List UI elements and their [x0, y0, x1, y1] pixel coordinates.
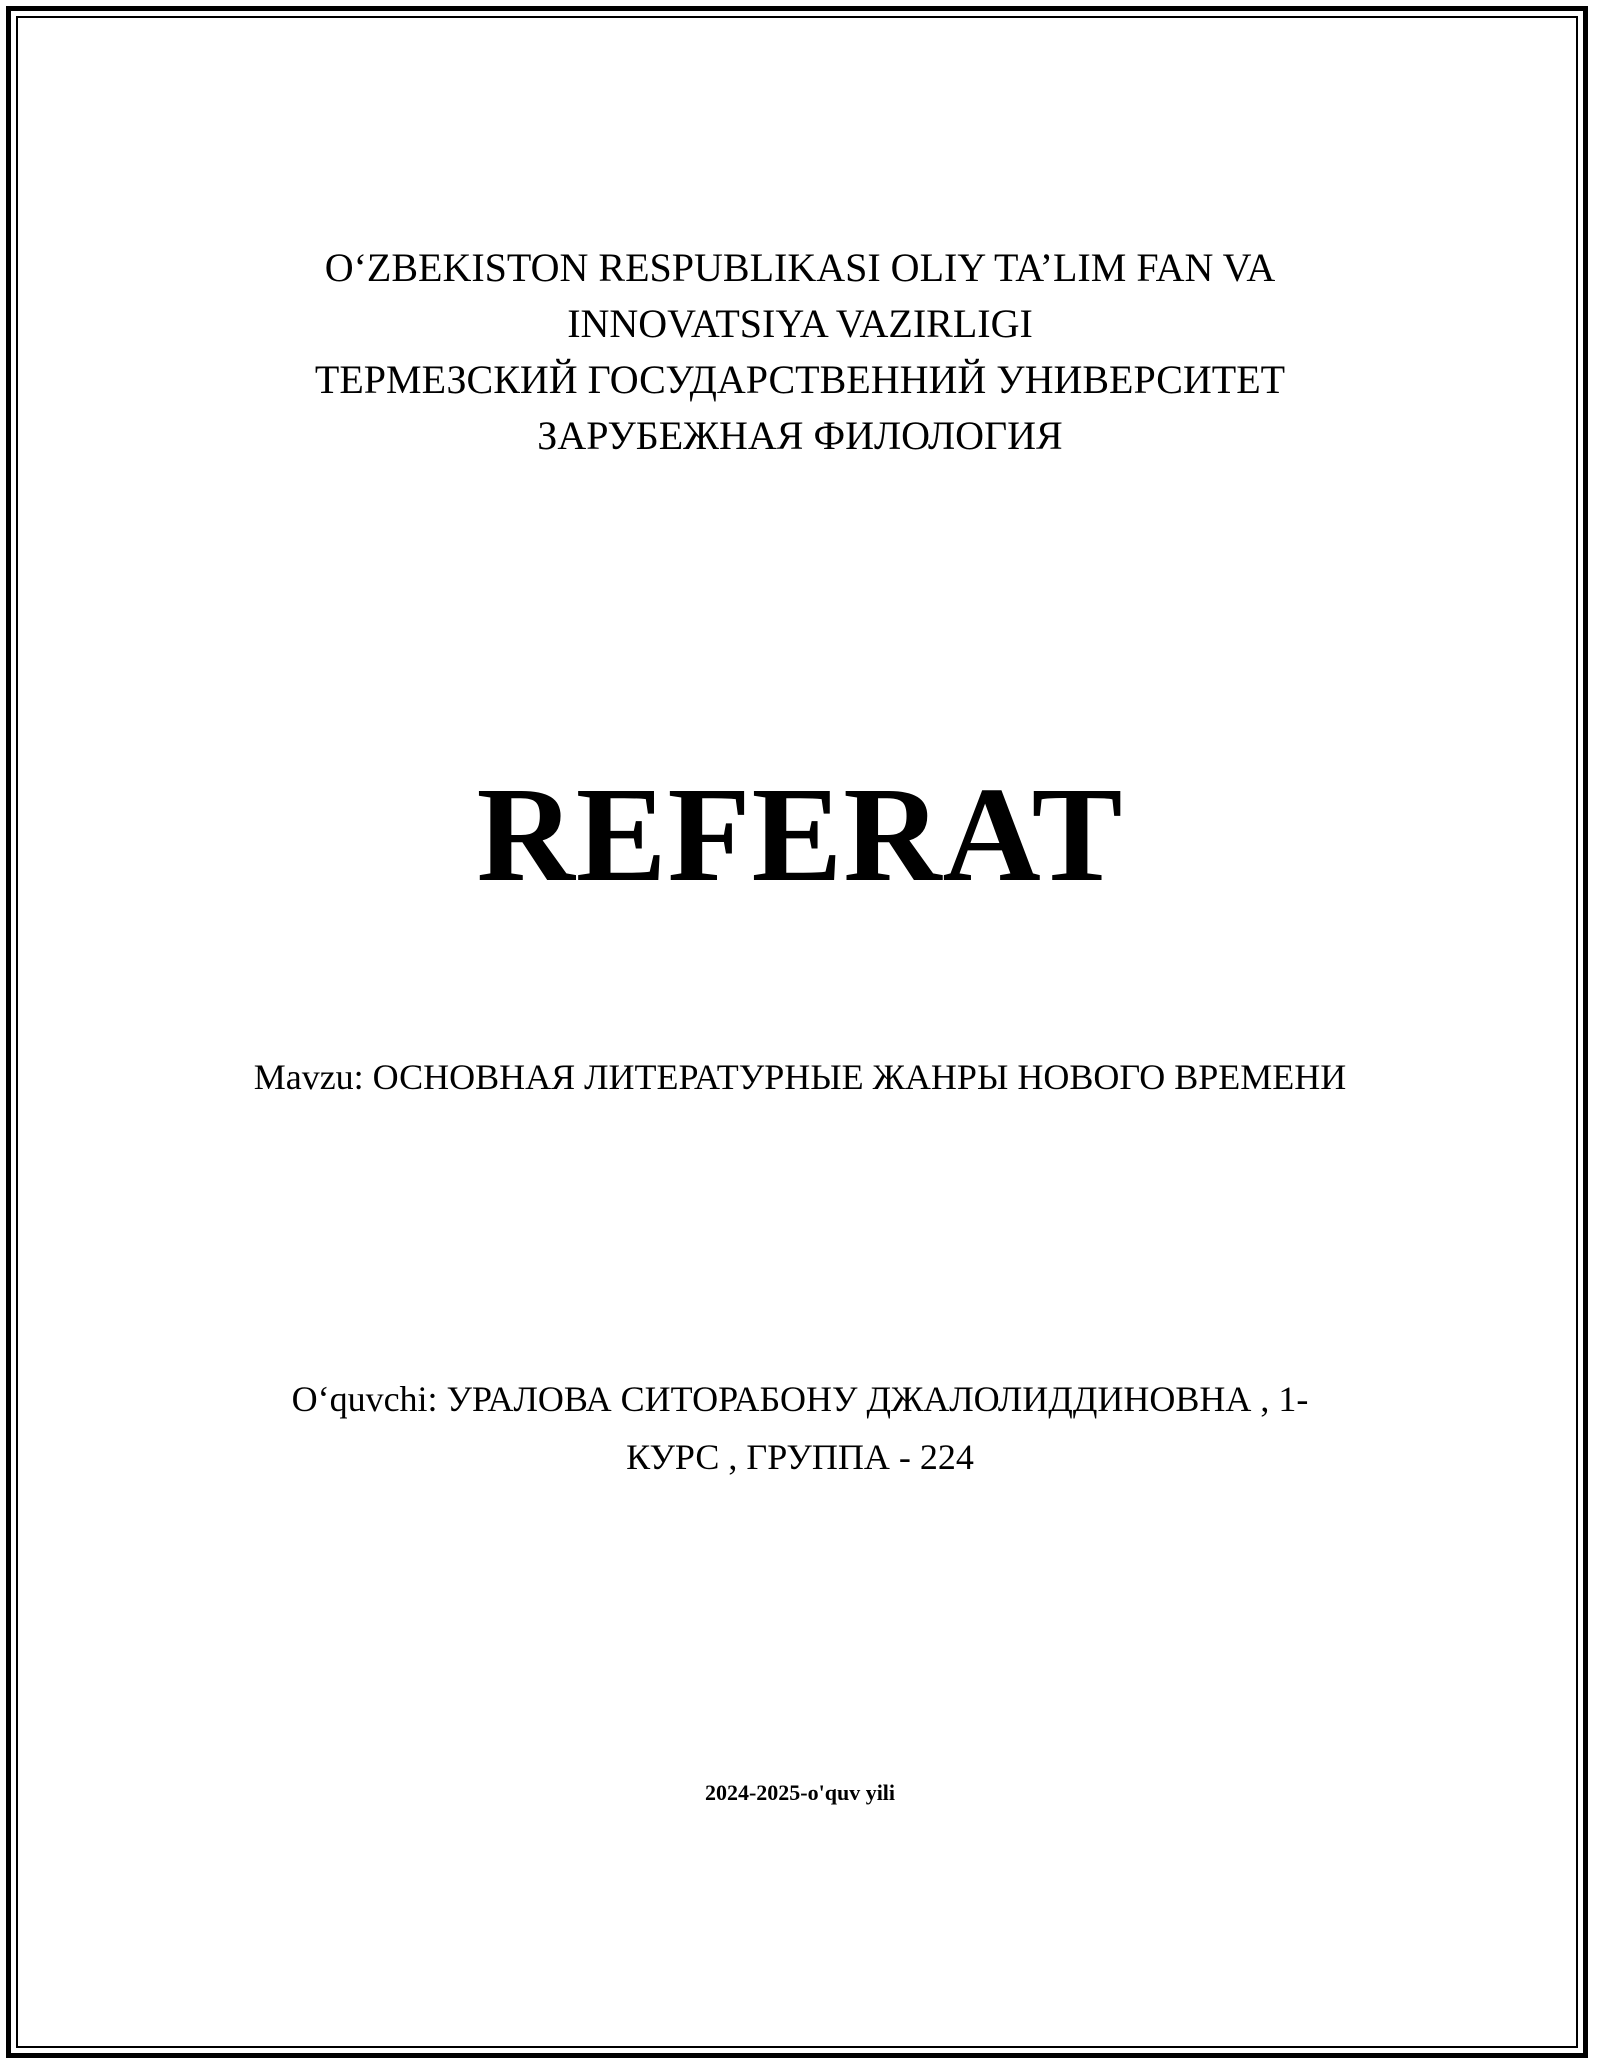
student-line-group: КУРС , ГРУППА - 224 [626, 1437, 974, 1477]
header-line-department: ЗАРУБЕЖНАЯ ФИЛОЛОГИЯ [537, 413, 1063, 458]
header-line-ministry-2: INNOVATSIYA VAZIRLIGI [567, 301, 1033, 346]
document-title: REFERAT [476, 760, 1124, 910]
student-info [0, 1370, 1600, 1486]
topic-line: Mavzu: ОСНОВНАЯ ЛИТЕРАТУРНЫЕ ЖАНРЫ НОВОГО ВРЕМЕНИ [253, 1057, 1347, 1097]
institution-header [0, 240, 1600, 464]
header-line-ministry-1: O‘ZBEKISTON RESPUBLIKASI OLIY TA’LIM FAN VA [324, 245, 1276, 290]
header-line-university: ТЕРМЕЗСКИЙ ГОСУДАРСТВЕННИЙ УНИВЕРСИТЕТ [314, 357, 1286, 402]
academic-year: 2024-2025-o'quv yili [704, 1780, 896, 1805]
student-line-name: O‘quvchi: УРАЛОВА СИТОРАБОНУ ДЖАЛОЛИДДИНОВНА , 1- [291, 1379, 1309, 1419]
